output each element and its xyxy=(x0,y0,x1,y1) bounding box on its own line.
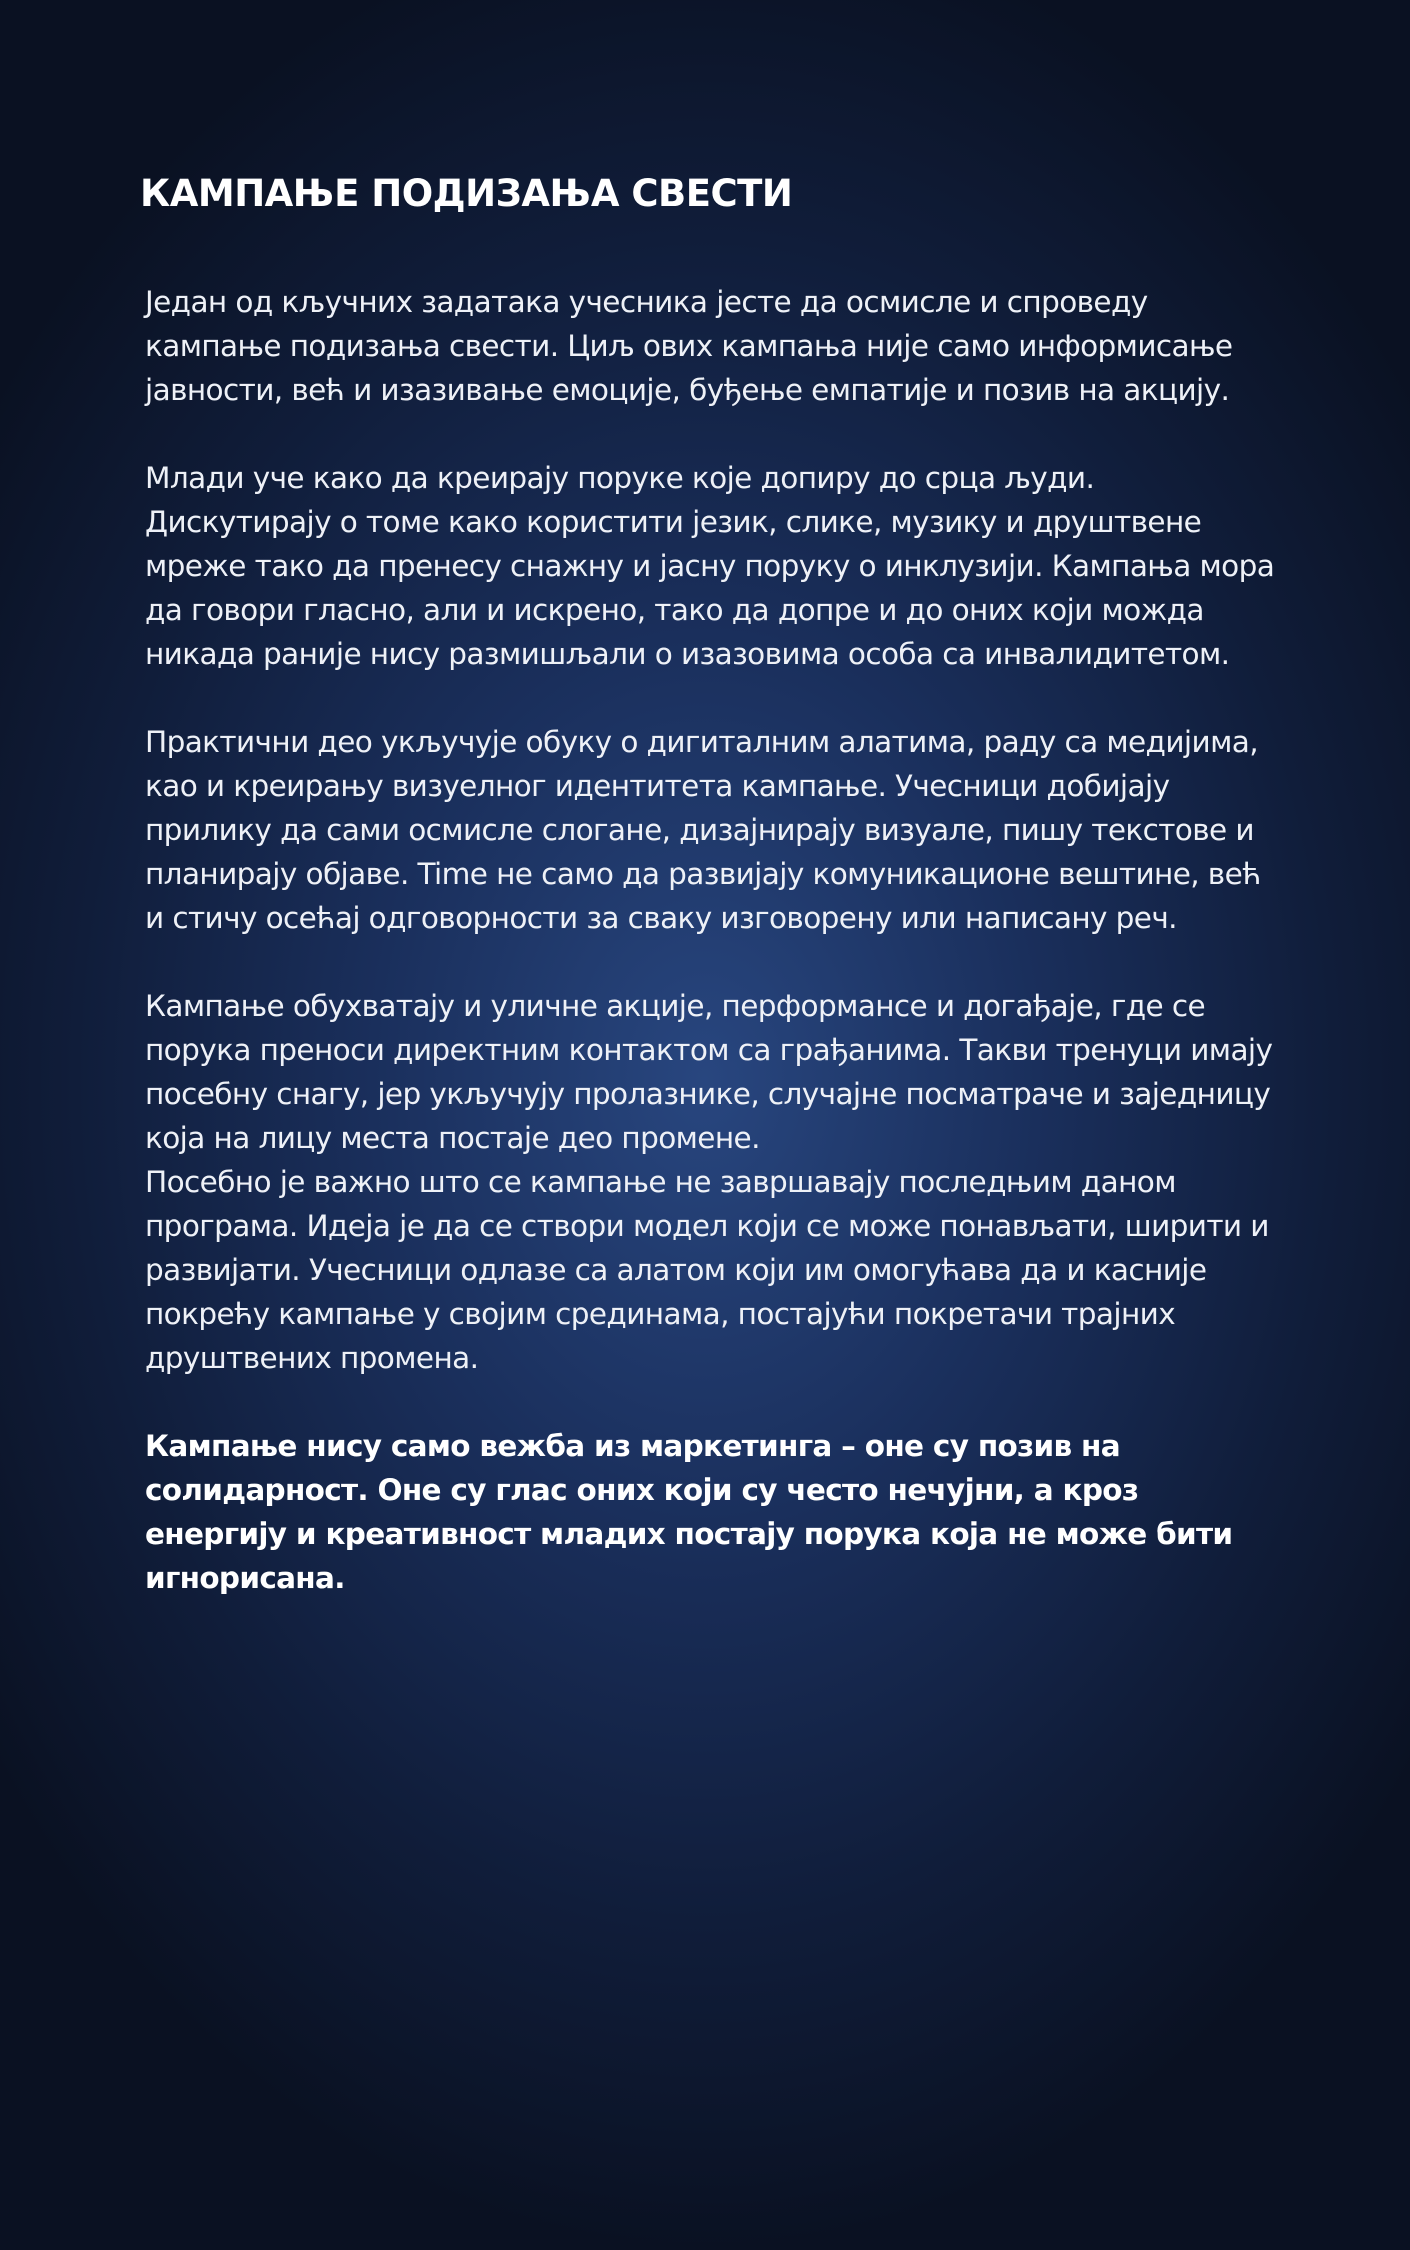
paragraph-continuity: Посебно је важно што се кампање не завршавају последњим даном програма. Идеја је да се створи модел који се може понављати, ширити и развијати. Учесници одлазе са алатом који им омогућава да и касније покрећу кампање у својим срединама, постајући покретачи трајних друштвених промена. xyxy=(145,1165,1269,1375)
paragraph-practical: Практични део укључује обуку о дигиталним алатима, раду са медијима, као и креирању визуелног идентитета кампање. Учесници добијају прилику да сами осмисле слогане, дизајнирају визуале, пишу текстове и планирају објаве. Time не само да развијају комуникационе вештине, већ и стичу осећај одговорности за сваку изговорену или написану реч. xyxy=(145,725,1261,935)
article-body xyxy=(145,280,1280,1644)
paragraph-conclusion: Кампање нису само вежба из маркетинга – оне су позив на солидарност. Оне су глас оних који су често нечујни, а кроз енергију и креативност младих постају порука која не може бити игнорисана. xyxy=(145,1429,1233,1595)
paragraph-messages: Млади уче како да креирају поруке које допиру до срца људи. Дискутирају о томе како користити језик, слике, музику и друштвене мреже тако да пренесу снажну и јасну поруку о инклузији. Кампања мора да говори гласно, али и искрено, тако да допре и до оних који можда никада раније нису размишљали о изазовима особа са инвалидитетом. xyxy=(145,461,1275,671)
page-title: КАМПАЊЕ ПОДИЗАЊА СВЕСТИ xyxy=(140,172,793,215)
paragraph-intro: Један од кључних задатака учесника јесте да осмисле и спроведу кампање подизања свести. Циљ ових кампања није само информисање јавности, већ и изазивање емоције, буђење емпатије и позив на акцију. xyxy=(145,285,1233,407)
paragraph-street-actions: Кампање обухватају и уличне акције, перформансе и догађаје, где се порука преноси директним контактом са грађанима. Такви тренуци имају посебну снагу, јер укључују пролазнике, случајне посматраче и заједницу која на лицу места постаје део промене. xyxy=(145,989,1273,1155)
